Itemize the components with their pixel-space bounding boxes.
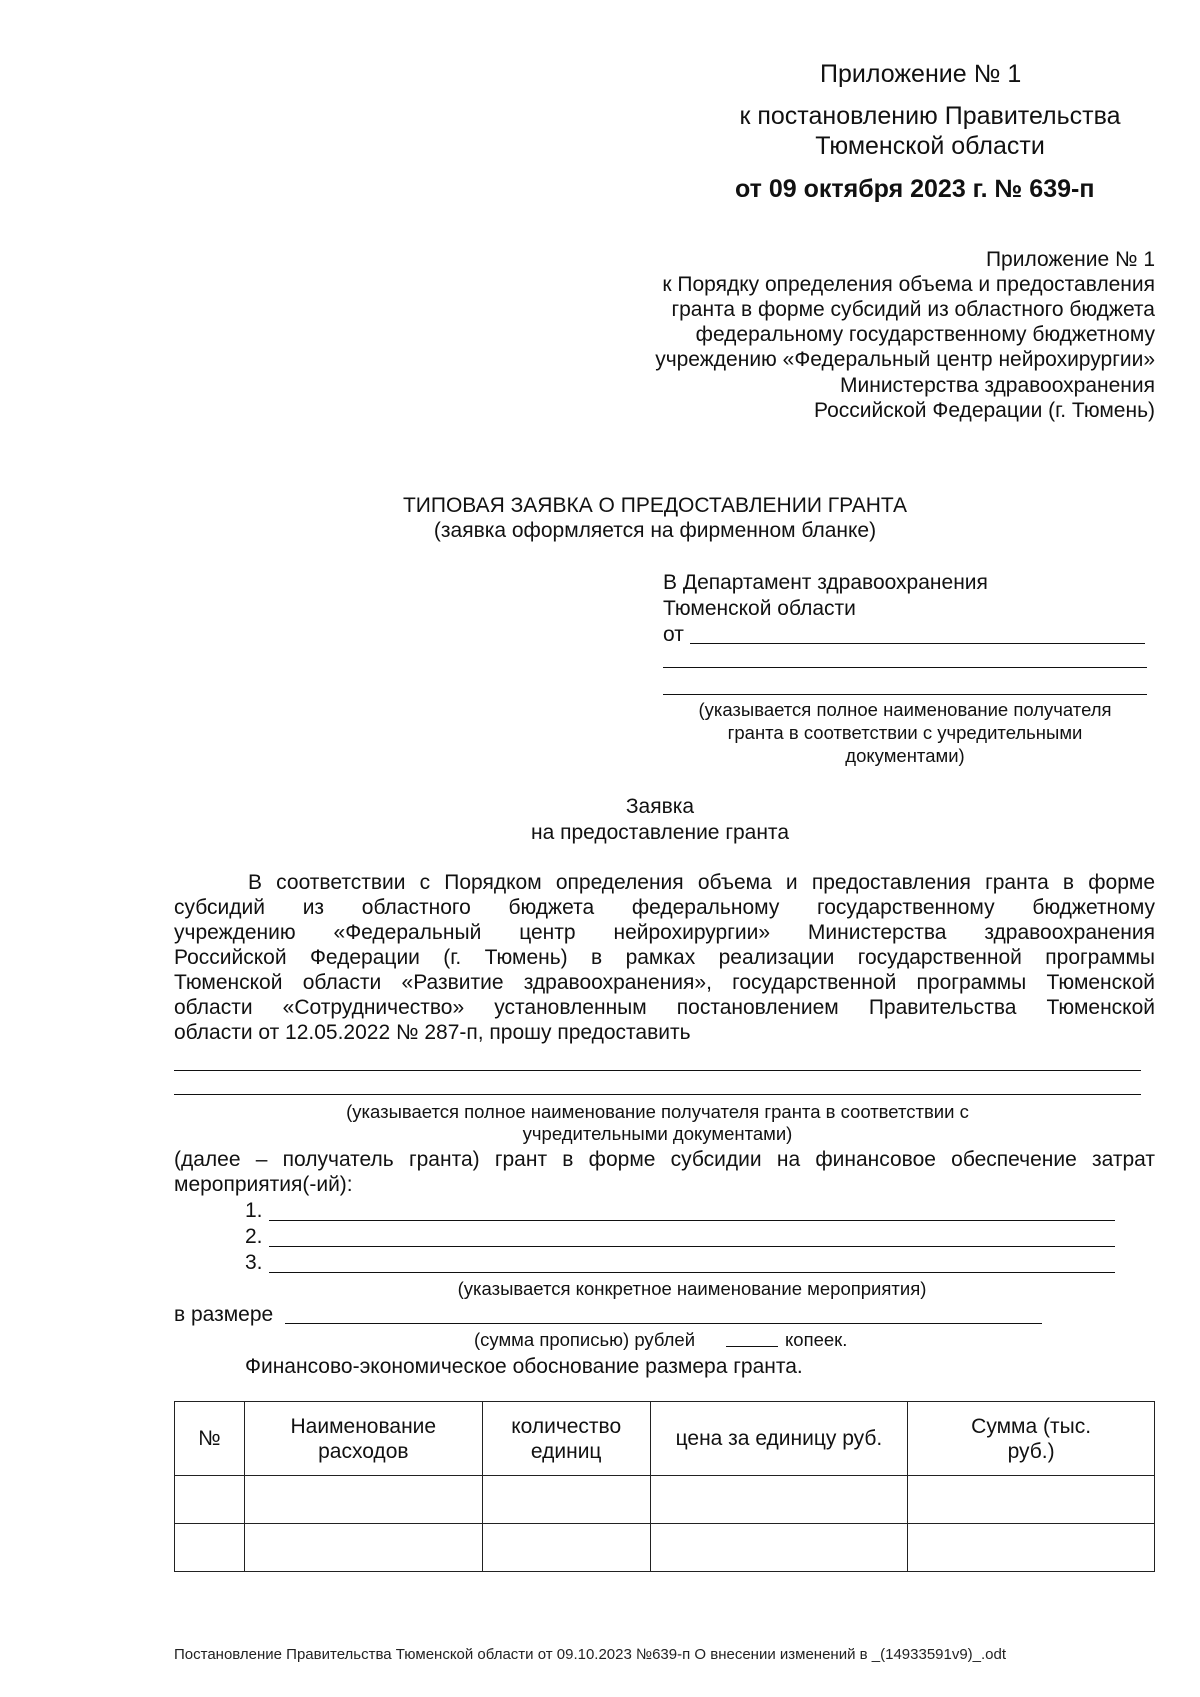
- page-footer: Постановление Правительства Тюменской области от 09.10.2023 №639-п О внесении изменений в _(14933591v9)_.odt: [174, 1646, 1007, 1663]
- table-row: [175, 1476, 1155, 1524]
- table-cell[interactable]: [244, 1476, 482, 1524]
- table-cell[interactable]: [482, 1476, 650, 1524]
- header-quantity: [482, 1402, 650, 1476]
- amount-hint-kopecks: копеек.: [785, 1329, 848, 1350]
- addressee-line-1: В Департамент здравоохранения: [663, 571, 988, 594]
- request-subtitle: на предоставление гранта: [531, 821, 789, 844]
- amount-hint-words: (сумма прописью) рублей: [474, 1329, 696, 1350]
- item-number: 1.: [245, 1199, 263, 1222]
- body-paragraph-last-line: области от 12.05.2022 № 287-п, прошу предоставить: [174, 1021, 691, 1044]
- from-label: от: [663, 623, 684, 646]
- table-cell[interactable]: [650, 1524, 908, 1572]
- header-unit-price: цена за единицу руб.: [650, 1402, 908, 1476]
- table-cell[interactable]: [482, 1524, 650, 1572]
- addressee-line-2: Тюменской области: [663, 597, 856, 620]
- from-input-line-2[interactable]: [663, 667, 1147, 668]
- sub-appendix-line: федеральному государственному бюджетному: [695, 323, 1155, 346]
- table-cell[interactable]: [175, 1524, 245, 1572]
- item-number: 3.: [245, 1251, 263, 1274]
- sub-appendix-line: к Порядку определения объема и предоставления: [662, 273, 1155, 296]
- form-title: ТИПОВАЯ ЗАЯВКА О ПРЕДОСТАВЛЕНИИ ГРАНТА: [402, 494, 908, 517]
- item-input-line-1[interactable]: [269, 1220, 1115, 1221]
- body-paragraph-line: области «Сотрудничество» установленным постановлением Правительства Тюменской: [174, 996, 1155, 1019]
- table-cell[interactable]: [908, 1476, 1155, 1524]
- addressee-hint-line: документами): [845, 745, 965, 766]
- addressee-hint-line: гранта в соответствии с учредительными: [727, 722, 1083, 743]
- body-paragraph-line: субсидий из областного бюджета федеральному государственному бюджетному: [174, 896, 1155, 919]
- grant-line-1: (далее – получатель гранта) грант в форме субсидии на финансовое обеспечение затрат: [174, 1148, 1155, 1171]
- resolution-line-1: к постановлению Правительства: [739, 102, 1121, 130]
- body-paragraph-line: В соответствии с Порядком определения объема и предоставления гранта в форме: [248, 871, 1155, 894]
- from-input-line-1[interactable]: [690, 643, 1145, 644]
- table-row: [175, 1524, 1155, 1572]
- items-hint: (указывается конкретное наименование мероприятия): [457, 1278, 927, 1299]
- amount-label: в размере: [174, 1303, 274, 1326]
- from-input-line-3[interactable]: [663, 694, 1147, 695]
- recipient-input-line-1[interactable]: [174, 1070, 1141, 1071]
- recipient-input-line-2[interactable]: [174, 1094, 1141, 1095]
- header-expense-name-text: Наименование расходов: [290, 1414, 437, 1463]
- sub-appendix-line: гранта в форме субсидий из областного бюджета: [671, 298, 1155, 321]
- sub-appendix-line: Приложение № 1: [985, 248, 1155, 271]
- header-expense-name: [244, 1402, 482, 1476]
- resolution-line-2: Тюменской области: [815, 132, 1045, 160]
- item-input-line-3[interactable]: [269, 1272, 1115, 1273]
- table-cell[interactable]: [175, 1476, 245, 1524]
- resolution-date-number: от 09 октября 2023 г. № 639-п: [735, 175, 1095, 203]
- request-title: Заявка: [625, 795, 695, 818]
- item-number: 2.: [245, 1225, 263, 1248]
- header-sum: [908, 1402, 1155, 1476]
- item-input-line-2[interactable]: [269, 1246, 1115, 1247]
- justification-heading: Финансово-экономическое обоснование размера гранта.: [245, 1355, 803, 1378]
- addressee-hint-line: (указывается полное наименование получателя: [698, 699, 1112, 720]
- cost-table: [174, 1401, 1155, 1572]
- body-paragraph-line: Тюменской области «Развитие здравоохранения», государственной программы Тюменской: [174, 971, 1155, 994]
- appendix-title: Приложение № 1: [820, 60, 1022, 88]
- body-paragraph-line: Российской Федерации (г. Тюмень) в рамках реализации государственной программы: [174, 946, 1155, 969]
- sub-appendix-line: учреждению «Федеральный центр нейрохирургии»: [655, 348, 1155, 371]
- kopecks-input-line[interactable]: [726, 1346, 778, 1347]
- form-subtitle: (заявка оформляется на фирменном бланке): [433, 519, 877, 542]
- header-sum-text: Сумма (тыс. руб.): [971, 1414, 1092, 1463]
- table-cell[interactable]: [244, 1524, 482, 1572]
- amount-input-line[interactable]: [285, 1323, 1042, 1324]
- table-cell[interactable]: [908, 1524, 1155, 1572]
- recipient-hint-line-2: учредительными документами): [522, 1123, 793, 1144]
- grant-line-2: мероприятия(-ий):: [174, 1173, 353, 1196]
- body-paragraph-line: учреждению «Федеральный центр нейрохирургии» Министерства здравоохранения: [174, 921, 1155, 944]
- sub-appendix-line: Российской Федерации (г. Тюмень): [813, 399, 1155, 422]
- header-quantity-text: количество единиц: [511, 1414, 622, 1463]
- header-number: №: [175, 1402, 245, 1476]
- table-header-row: [175, 1402, 1155, 1476]
- sub-appendix-line: Министерства здравоохранения: [840, 374, 1155, 397]
- recipient-hint-line-1: (указывается полное наименование получателя гранта в соответствии с: [346, 1101, 969, 1122]
- table-cell[interactable]: [650, 1476, 908, 1524]
